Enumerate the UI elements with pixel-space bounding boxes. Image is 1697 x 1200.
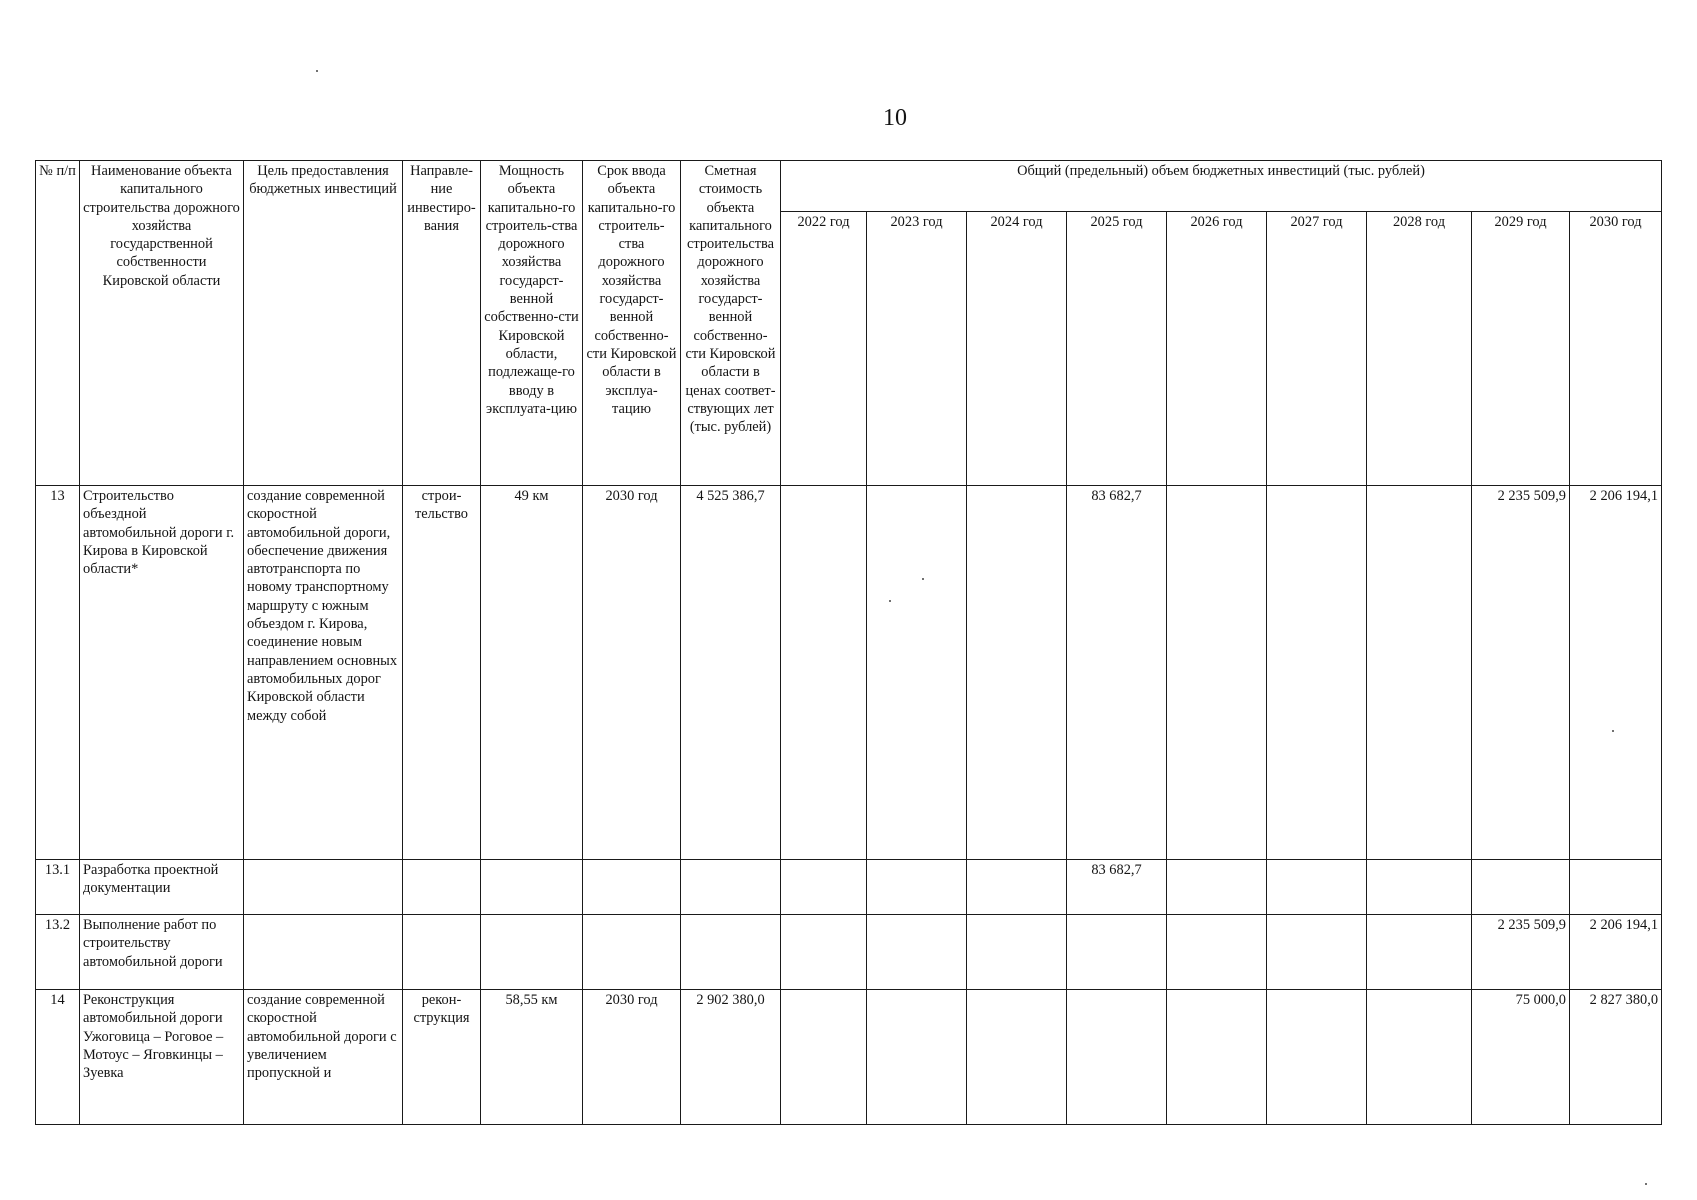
row-year-value: 2 827 380,0 — [1570, 990, 1662, 1125]
row-term — [583, 860, 681, 915]
row-num: 13.2 — [36, 915, 80, 990]
row-goal — [244, 915, 403, 990]
row-year-value — [781, 860, 867, 915]
scan-speck — [1645, 1183, 1647, 1185]
header-object-name: Наименование объекта капитального строительства дорожного хозяйства государственной собственности Кировской области — [80, 161, 244, 486]
row-year-value — [1267, 860, 1367, 915]
row-year-value: 2 206 194,1 — [1570, 915, 1662, 990]
row-year-value — [867, 990, 967, 1125]
row-year-value — [1167, 990, 1267, 1125]
row-year-value — [1267, 990, 1367, 1125]
table-row — [36, 486, 1662, 860]
header-year: 2024 год — [967, 212, 1067, 486]
row-year-value — [1267, 915, 1367, 990]
row-year-value — [1570, 860, 1662, 915]
row-year-value — [781, 486, 867, 860]
scan-speck — [316, 70, 318, 72]
row-year-value — [781, 990, 867, 1125]
row-cost — [681, 915, 781, 990]
row-goal: создание современной скоростной автомобильной дороги, обеспечение движения автотранспорта по новому транспортному маршруту с южным объездом г. Кирова, соединение новым направлением основных автомобильных дорог Кировской области между собой — [244, 486, 403, 860]
row-year-value: 83 682,7 — [1067, 486, 1167, 860]
row-capacity — [481, 860, 583, 915]
row-capacity: 49 км — [481, 486, 583, 860]
row-year-value — [867, 915, 967, 990]
header-year: 2026 год — [1167, 212, 1267, 486]
row-cost: 2 902 380,0 — [681, 990, 781, 1125]
row-year-value: 2 206 194,1 — [1570, 486, 1662, 860]
row-year-value: 2 235 509,9 — [1472, 915, 1570, 990]
row-year-value — [1472, 860, 1570, 915]
row-year-value — [967, 860, 1067, 915]
row-num: 13 — [36, 486, 80, 860]
row-term: 2030 год — [583, 990, 681, 1125]
row-year-value: 75 000,0 — [1472, 990, 1570, 1125]
scan-speck — [922, 578, 924, 580]
row-direction — [403, 915, 481, 990]
header-year: 2027 год — [1267, 212, 1367, 486]
row-year-value — [867, 486, 967, 860]
table-row — [36, 860, 1662, 915]
page-number: 10 — [883, 105, 907, 131]
header-year: 2030 год — [1570, 212, 1662, 486]
row-year-value — [1167, 486, 1267, 860]
row-year-value — [1067, 915, 1167, 990]
scan-speck — [889, 600, 891, 602]
row-direction: рекон-струкция — [403, 990, 481, 1125]
table-row — [36, 990, 1662, 1125]
budget-investment-table — [35, 160, 1662, 1125]
header-total-investment: Общий (предельный) объем бюджетных инвестиций (тыс. рублей) — [781, 161, 1662, 212]
row-cost — [681, 860, 781, 915]
table-row — [36, 915, 1662, 990]
row-capacity — [481, 915, 583, 990]
row-year-value — [1367, 915, 1472, 990]
row-year-value — [1167, 860, 1267, 915]
row-year-value — [1367, 486, 1472, 860]
row-object-name: Разработка проектной документации — [80, 860, 244, 915]
header-year: 2028 год — [1367, 212, 1472, 486]
row-year-value — [967, 486, 1067, 860]
row-year-value — [967, 990, 1067, 1125]
row-year-value — [781, 915, 867, 990]
header-year: 2023 год — [867, 212, 967, 486]
header-year: 2025 год — [1067, 212, 1167, 486]
row-year-value — [1367, 860, 1472, 915]
header-goal: Цель предоставления бюджетных инвестиций — [244, 161, 403, 486]
row-term — [583, 915, 681, 990]
row-direction — [403, 860, 481, 915]
row-object-name: Выполнение работ по строительству автомобильной дороги — [80, 915, 244, 990]
row-goal: создание современной скоростной автомобильной дороги с увеличением пропускной и — [244, 990, 403, 1125]
header-year: 2029 год — [1472, 212, 1570, 486]
row-year-value — [1267, 486, 1367, 860]
row-year-value — [1067, 990, 1167, 1125]
row-cost: 4 525 386,7 — [681, 486, 781, 860]
header-year: 2022 год — [781, 212, 867, 486]
row-object-name: Реконструкция автомобильной дороги Ужоговица – Роговое – Мотоус – Яговкинцы – Зуевка — [80, 990, 244, 1125]
row-year-value: 2 235 509,9 — [1472, 486, 1570, 860]
scan-speck — [1612, 730, 1614, 732]
header-cost: Сметная стоимость объекта капитального строительства дорожного хозяйства государст-венной собственно-сти Кировской области в ценах соответ-ствующих лет (тыс. рублей) — [681, 161, 781, 486]
row-capacity: 58,55 км — [481, 990, 583, 1125]
row-year-value — [1167, 915, 1267, 990]
header-direction: Направле-ние инвестиро-вания — [403, 161, 481, 486]
row-term: 2030 год — [583, 486, 681, 860]
header-capacity: Мощность объекта капитально-го строитель-ства дорожного хозяйства государст-венной собственно-сти Кировской области, подлежаще-го вводу в эксплуата-цию — [481, 161, 583, 486]
row-year-value — [867, 860, 967, 915]
row-object-name: Строительство объездной автомобильной дороги г. Кирова в Кировской области* — [80, 486, 244, 860]
row-year-value — [967, 915, 1067, 990]
row-year-value: 83 682,7 — [1067, 860, 1167, 915]
row-direction: строи-тельство — [403, 486, 481, 860]
header-term: Срок ввода объекта капитально-го строитель-ства дорожного хозяйства государст-венной собственно-сти Кировской области в эксплуа-тацию — [583, 161, 681, 486]
row-num: 14 — [36, 990, 80, 1125]
row-year-value — [1367, 990, 1472, 1125]
row-goal — [244, 860, 403, 915]
header-num: № п/п — [36, 161, 80, 486]
header-row-1 — [36, 161, 1662, 212]
row-num: 13.1 — [36, 860, 80, 915]
